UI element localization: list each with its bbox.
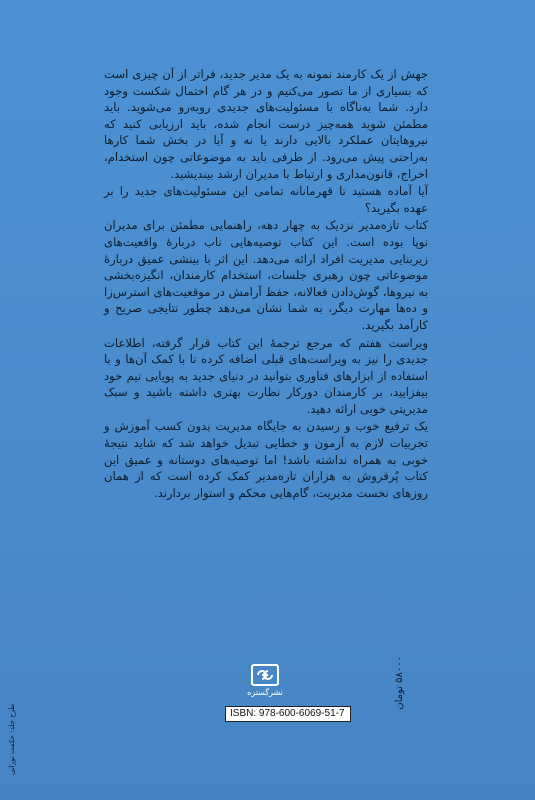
- blurb-paragraph-5: یک ترفیع خوب و رسیدن به جایگاه مدیریت بدون کسب آموزش و تجربیات لازم به آزمون و خطایی تبدیل خواهد شد که شاید نتیجهٔ خوبی به همراه نداشته باشد! اما توصیه‌های دوستانه و عمیق این کتاب پُرفروش به هزاران تازه‌مدیر کمک کرده است که از همان روزهای نخست مدیریت، گام‌هایی محکم و استوار بردارند.: [104, 419, 428, 500]
- publisher-logo: [248, 664, 282, 700]
- isbn-label: ISBN: 978-600-6069-51-7: [225, 706, 351, 722]
- blurb-paragraph-1: جهش از یک کارمند نمونه به یک مدیر جدید، فراتر از آن چیزی است که بسیاری از ما تصور می‌کنیم و در هر گام احتمال شکست وجود دارد. شما به‌ناگاه با مسئولیت‌های جدیدی روبه‌رو می‌شوید. باید مطمئن شوید همه‌چیز درست انجام شده، باید ارزیابی کنید که نیروهایتان عملکرد بالایی دارند یا نه و آیا در بخش شما کارها به‌راحتی پیش می‌رود. از طرفی باید به موضوعاتی چون استخدام، اخراج، قانون‌مداری و ارتباط با مدیران ارشد بیندیشید.: [104, 67, 428, 181]
- publisher-mark-icon: [251, 664, 279, 686]
- cover-design-credit: طرح جلد: حکمت نورانی: [8, 703, 16, 775]
- blurb-text: [104, 66, 428, 502]
- blurb-paragraph-2: آیا آماده هستید تا قهرمانانه تمامی این مسئولیت‌های جدید را بر عهده بگیرید؟: [104, 184, 428, 215]
- blurb-paragraph-4: ویراست هفتم که مرجع ترجمهٔ این کتاب قرار گرفته، اطلاعات جدیدی را نیز به ویراست‌های قبلی اضافه کرده تا با کمک آن‌ها و با استفاده از ابزارهای فناوری بتوانید در دنیای جدید به پویایی تیم خود بیفزایید، بر کارمندان دورکار نظارت بهتری داشته باشید و سبک مدیریتی خوبی ارائه دهید.: [104, 335, 428, 416]
- price-label: ۵۸۰۰۰ تومان: [394, 656, 405, 710]
- publisher-name: نشرگستره: [247, 688, 283, 697]
- blurb-paragraph-3: کتاب تازه‌مدیر نزدیک به چهار دهه، راهنمایی مطمئن برای مدیران نوپا بوده است. این کتاب توصیه‌هایی ناب دربارهٔ واقعیت‌های زیربنایی مدیریت افراد ارائه می‌دهد. این اثر با بینشی عمیق دربارهٔ موضوعاتی چون رهبری جلسات، استخدام کارمندان، انگیزه‌بخشی به نیروها، گوش‌دادن فعالانه، حفظ آرامش در موقعیت‌های استرس‌زا و ده‌ها مهارت دیگر، به شما نشان می‌دهد چطور نتایجی صریح و کارآمد بگیرید.: [104, 218, 428, 332]
